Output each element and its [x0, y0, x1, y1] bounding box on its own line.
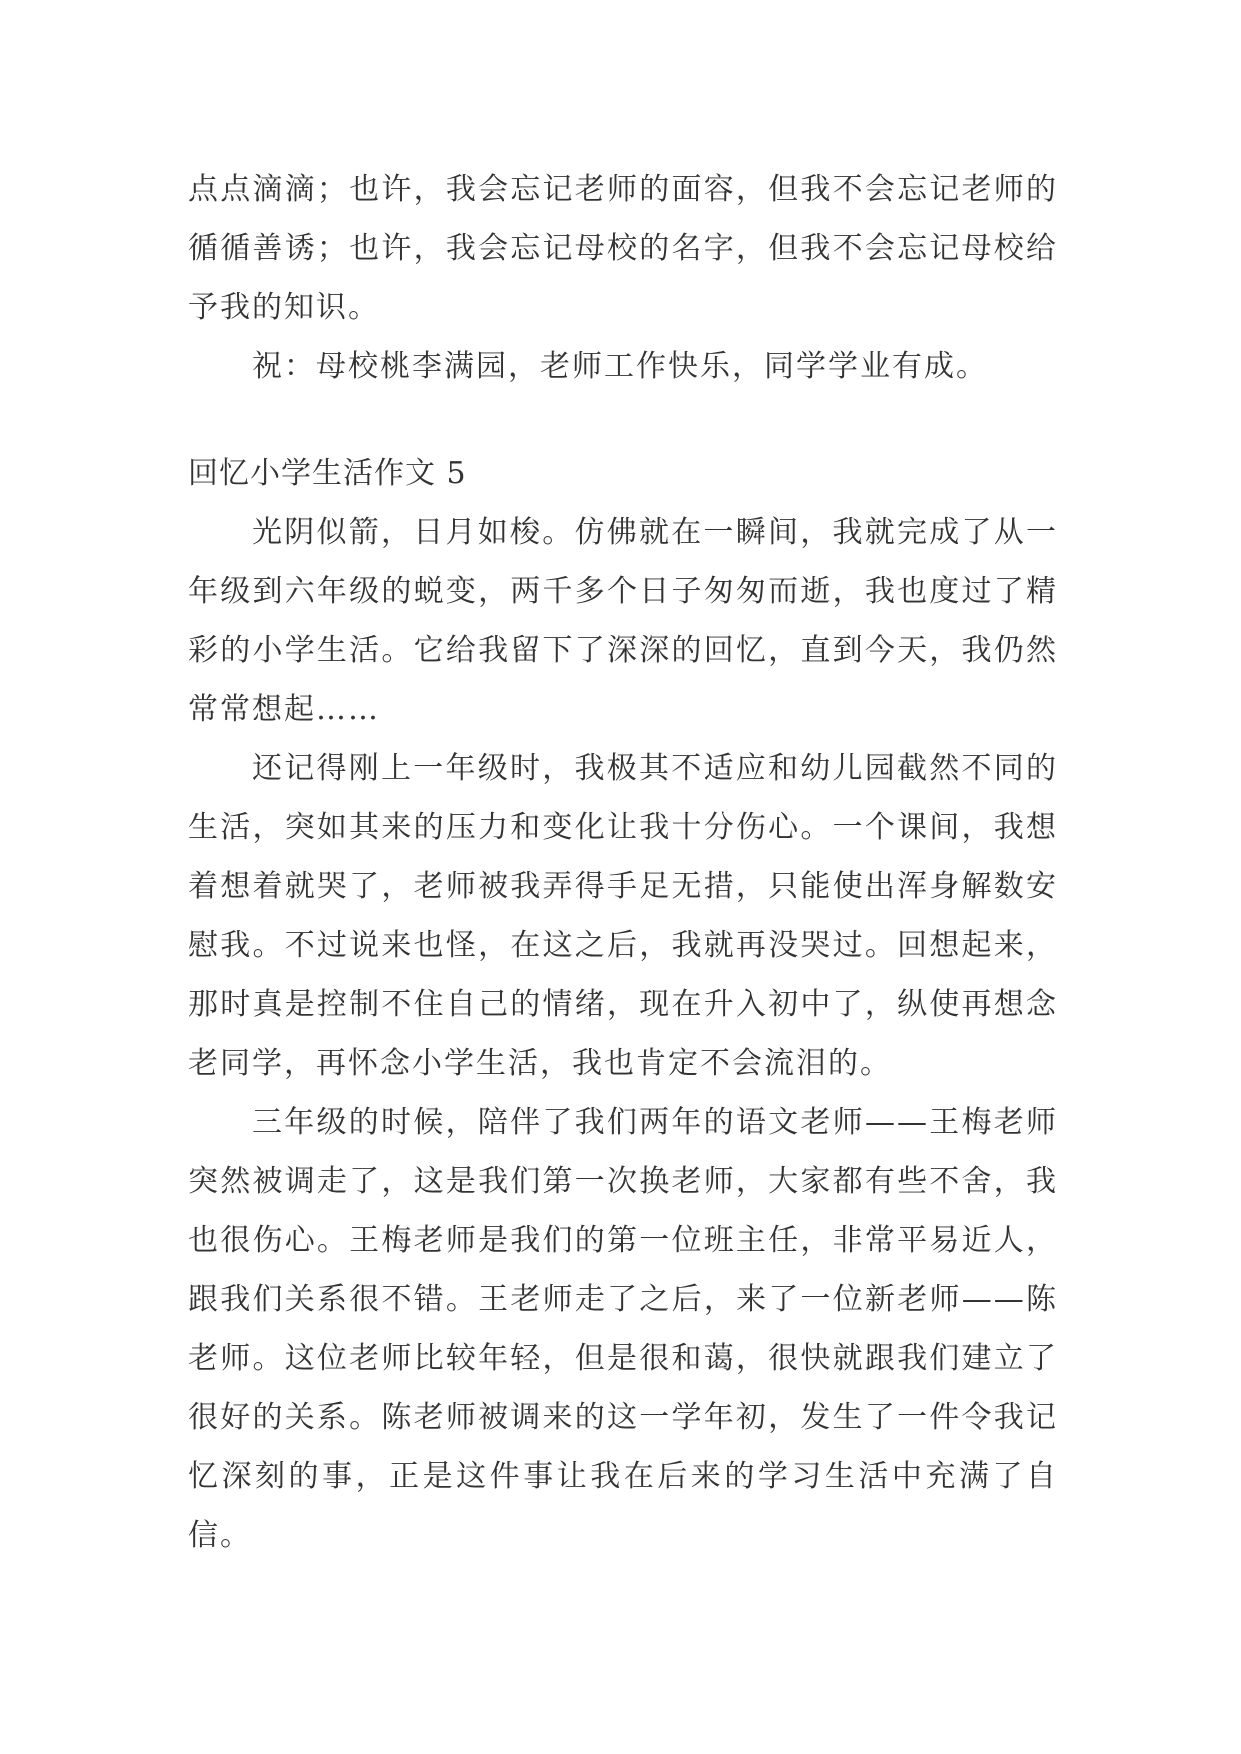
paragraph-1: 光阴似箭，日月如梭。仿佛就在一瞬间，我就完成了从一年级到六年级的蜕变，两千多个日子匆匆而逝，我也度过了精彩的小学生活。它给我留下了深深的回忆，直到今天，我仍然常常想起……: [188, 515, 1058, 727]
essay-title: 回忆小学生活作文 5: [188, 456, 467, 491]
wish-paragraph: 祝：母校桃李满园，老师工作快乐，同学学业有成。: [252, 349, 988, 384]
paragraph-3: 三年级的时候，陪伴了我们两年的语文老师——王梅老师突然被调走了，这是我们第一次换老师，大家都有些不舍，我也很伤心。王梅老师是我们的第一位班主任，非常平易近人，跟我们关系很不错。王老师走了之后，来了一位新老师——陈老师。这位老师比较年轻，但是很和蔼，很快就跟我们建立了很好的关系。陈老师被调来的这一学年初，发生了一件令我记忆深刻的事，正是这件事让我在后来的学习生活中充满了自信。: [188, 1105, 1058, 1553]
paragraph-2: 还记得刚上一年级时，我极其不适应和幼儿园截然不同的生活，突如其来的压力和变化让我十分伤心。一个课间，我想着想着就哭了，老师被我弄得手足无措，只能使出浑身解数安慰我。不过说来也怪，在这之后，我就再没哭过。回想起来，那时真是控制不住自己的情绪，现在升入初中了，纵使再想念老同学，再怀念小学生活，我也肯定不会流泪的。: [188, 751, 1058, 1081]
document-body: [188, 160, 1058, 1565]
opening-paragraph: 点点滴滴；也许，我会忘记老师的面容，但我不会忘记老师的循循善诱；也许，我会忘记母校的名字，但我不会忘记母校给予我的知识。: [188, 172, 1058, 325]
